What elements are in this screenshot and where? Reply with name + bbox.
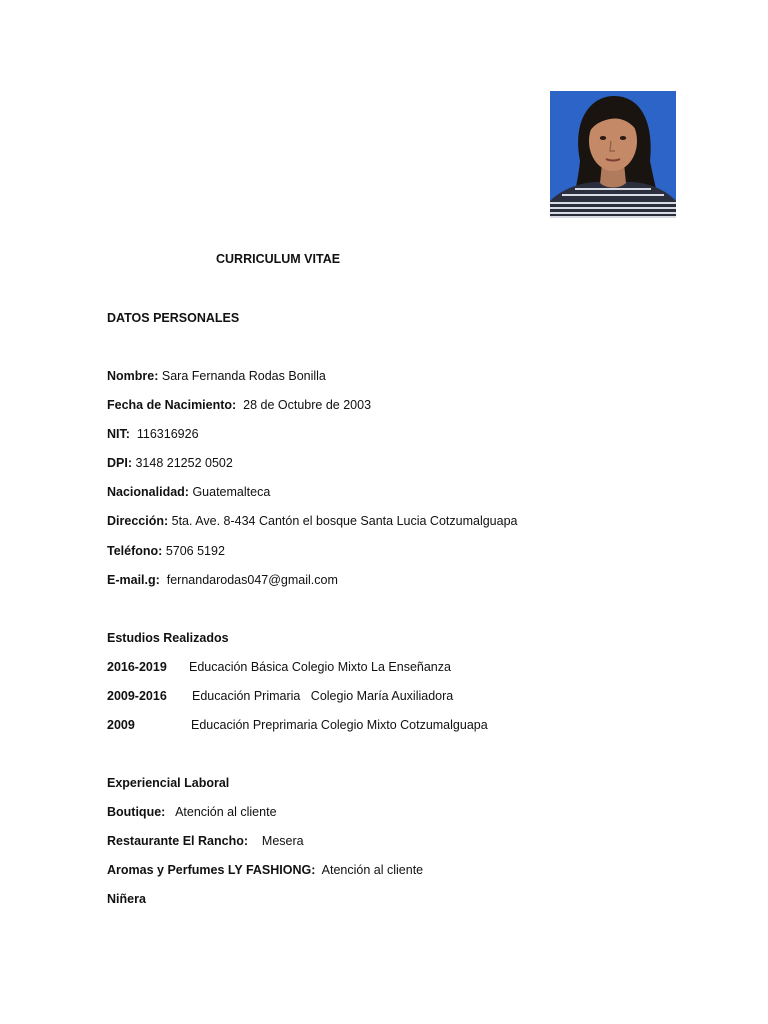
work-item: Restaurante El Rancho: Mesera bbox=[107, 834, 304, 848]
study-item: 2016-2019 Educación Básica Colegio Mixto La Enseñanza bbox=[107, 660, 451, 674]
work-heading: Experiencial Laboral bbox=[107, 776, 230, 790]
field-nationality: Nacionalidad: Guatemalteca bbox=[107, 485, 271, 499]
work-item: Niñera bbox=[107, 892, 146, 906]
work-item: Aromas y Perfumes LY FASHIONG: Atención al cliente bbox=[107, 863, 424, 877]
study-item: 2009-2016 Educación Primaria Colegio María Auxiliadora bbox=[107, 689, 454, 703]
document-title: CURRICULUM VITAE bbox=[216, 252, 341, 266]
field-nit: NIT: 116316926 bbox=[107, 427, 199, 441]
field-phone: Teléfono: 5706 5192 bbox=[107, 544, 225, 558]
field-dpi: DPI: 3148 21252 0502 bbox=[107, 456, 233, 470]
study-item: 2009 Educación Preprimaria Colegio Mixto Cotzumalguapa bbox=[107, 718, 488, 732]
personal-data-heading: DATOS PERSONALES bbox=[107, 311, 240, 325]
field-email: E-mail.g: fernandarodas047@gmail.com bbox=[107, 573, 338, 587]
profile-photo bbox=[550, 91, 676, 218]
field-address: Dirección: 5ta. Ave. 8-434 Cantón el bosque Santa Lucia Cotzumalguapa bbox=[107, 514, 518, 528]
field-name: Nombre: Sara Fernanda Rodas Bonilla bbox=[107, 369, 326, 383]
field-birthdate: Fecha de Nacimiento: 28 de Octubre de 2003 bbox=[107, 398, 372, 412]
work-item: Boutique: Atención al cliente bbox=[107, 805, 277, 819]
studies-heading: Estudios Realizados bbox=[107, 631, 229, 645]
